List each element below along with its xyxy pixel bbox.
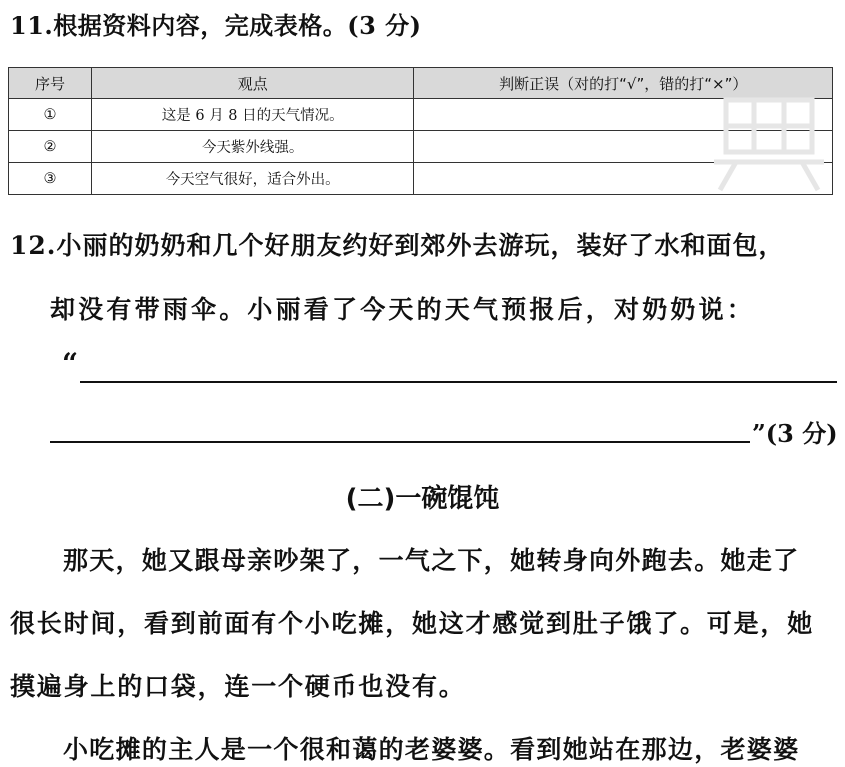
row-number: ③: [9, 163, 92, 195]
paragraph-line: 很长时间，看到前面有个小吃摊，她这才感觉到肚子饿了。可是，她: [10, 609, 815, 638]
question-11-title: 11.根据资料内容，完成表格。(3 分): [10, 11, 422, 40]
section-title: (二)一碗馄饨: [345, 484, 500, 514]
answer-blank-line-1[interactable]: [80, 381, 837, 383]
row-view: 今天空气很好，适合外出。: [91, 163, 414, 195]
answer-blank-line-2[interactable]: [50, 441, 750, 443]
close-quote-score: ”(3 分): [752, 419, 838, 448]
header-judgment: 判断正误（对的打“√”，错的打“×”）: [414, 68, 833, 99]
paragraph-line: 那天，她又跟母亲吵架了，一气之下，她转身向外跑去。她走了: [63, 546, 800, 575]
header-view: 观点: [91, 68, 414, 99]
paragraph-line: 小吃摊的主人是一个很和蔼的老婆婆。看到她站在那边，老婆婆: [63, 735, 800, 764]
watermark-logo: [706, 92, 832, 194]
question-12-line-2: 却没有带雨伞。小丽看了今天的天气预报后，对奶奶说：: [50, 295, 756, 324]
header-number: 序号: [9, 68, 92, 99]
row-view: 今天紫外线强。: [91, 131, 414, 163]
paragraph-line: 摸遍身上的口袋，连一个硬币也没有。: [10, 672, 466, 701]
question-12-line-1: 12.小丽的奶奶和几个好朋友约好到郊外去游玩，装好了水和面包，: [10, 231, 785, 260]
row-number: ②: [9, 131, 92, 163]
open-quote-mark: “: [62, 347, 79, 380]
row-number: ①: [9, 99, 92, 131]
row-view: 这是 6 月 8 日的天气情况。: [91, 99, 414, 131]
